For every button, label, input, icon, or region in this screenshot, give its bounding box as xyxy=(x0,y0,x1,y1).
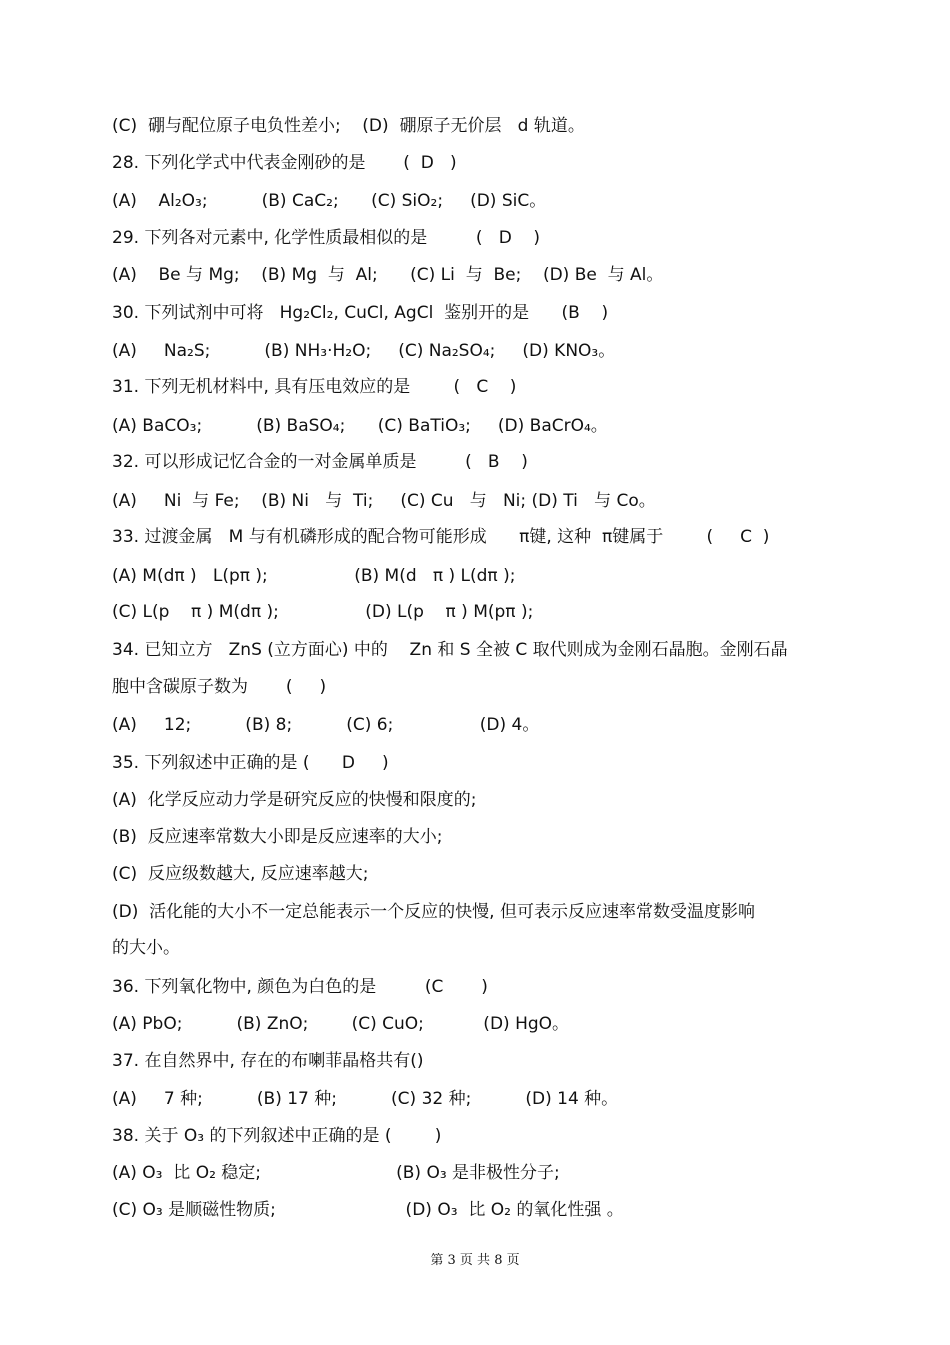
text-line: (C) 硼与配位原子电负性差小; (D) 硼原子无价层 d 轨道。 xyxy=(112,116,585,136)
question-37: 37. 在自然界中, 存在的布喇菲晶格共有() xyxy=(112,1051,424,1071)
text-line: (C) O₃ 是顺磁性物质; (D) O₃ 比 O₂ 的氧化性强 。 xyxy=(112,1200,624,1220)
question-29: 29. 下列各对元素中, 化学性质最相似的是 ( D ) xyxy=(112,228,541,248)
text-line: (A) 12; (B) 8; (C) 6; (D) 4。 xyxy=(112,715,540,735)
text-line: (A) PbO; (B) ZnO; (C) CuO; (D) HgO。 xyxy=(112,1014,570,1034)
text-line: (A) Na₂S; (B) NH₃·H₂O; (C) Na₂SO₄; (D) KNO₃。 xyxy=(112,341,616,361)
text-line: (D) 活化能的大小不一定总能表示一个反应的快慢, 但可表示反应速率常数受温度影响 xyxy=(112,902,755,922)
text-line: (A) 化学反应动力学是研究反应的快慢和限度的; xyxy=(112,790,477,810)
text-line: (A) O₃ 比 O₂ 稳定; (B) O₃ 是非极性分子; xyxy=(112,1163,560,1183)
text-line: (A) Ni 与 Fe; (B) Ni 与 Ti; (C) Cu 与 Ni; (D) Ti 与 Co。 xyxy=(112,491,656,511)
text-line: (C) 反应级数越大, 反应速率越大; xyxy=(112,864,369,884)
text-line: (A) Be 与 Mg; (B) Mg 与 Al; (C) Li 与 Be; (D) Be 与 Al。 xyxy=(112,265,664,285)
text-line: (B) 反应速率常数大小即是反应速率的大小; xyxy=(112,827,443,847)
question-34: 34. 已知立方 ZnS (立方面心) 中的 Zn 和 S 全被 C 取代则成为金刚石晶胞。金刚石晶 xyxy=(112,640,788,660)
question-32: 32. 可以形成记忆合金的一对金属单质是 ( B ) xyxy=(112,452,528,472)
question-35: 35. 下列叙述中正确的是 ( D ) xyxy=(112,753,389,773)
question-38: 38. 关于 O₃ 的下列叙述中正确的是 ( ) xyxy=(112,1126,442,1146)
text-line: (A) M(dπ ) L(pπ ); (B) M(d π ) L(dπ ); xyxy=(112,566,516,586)
question-31: 31. 下列无机材料中, 具有压电效应的是 ( C ) xyxy=(112,377,517,397)
text-line: (A) BaCO₃; (B) BaSO₄; (C) BaTiO₃; (D) BaCrO₄。 xyxy=(112,416,608,436)
question-33: 33. 过渡金属 M 与有机磷形成的配合物可能形成 π键, 这种 π键属于 ( C ) xyxy=(112,527,770,547)
question-36: 36. 下列氧化物中, 颜色为白色的是 (C ) xyxy=(112,977,488,997)
text-line: (C) L(p π ) M(dπ ); (D) L(p π ) M(pπ ); xyxy=(112,602,534,622)
text-line: 的大小。 xyxy=(112,938,180,958)
page-footer: 第 3 页 共 8 页 xyxy=(430,1253,520,1268)
text-line: (A) 7 种; (B) 17 种; (C) 32 种; (D) 14 种。 xyxy=(112,1089,619,1109)
text-line: (A) Al₂O₃; (B) CaC₂; (C) SiO₂; (D) SiC。 xyxy=(112,191,547,211)
text-line: 胞中含碳原子数为 ( ) xyxy=(112,677,327,697)
question-30: 30. 下列试剂中可将 Hg₂Cl₂, CuCl, AgCl 鉴别开的是 (B ) xyxy=(112,303,609,323)
question-28: 28. 下列化学式中代表金刚砂的是 ( D ) xyxy=(112,153,457,173)
